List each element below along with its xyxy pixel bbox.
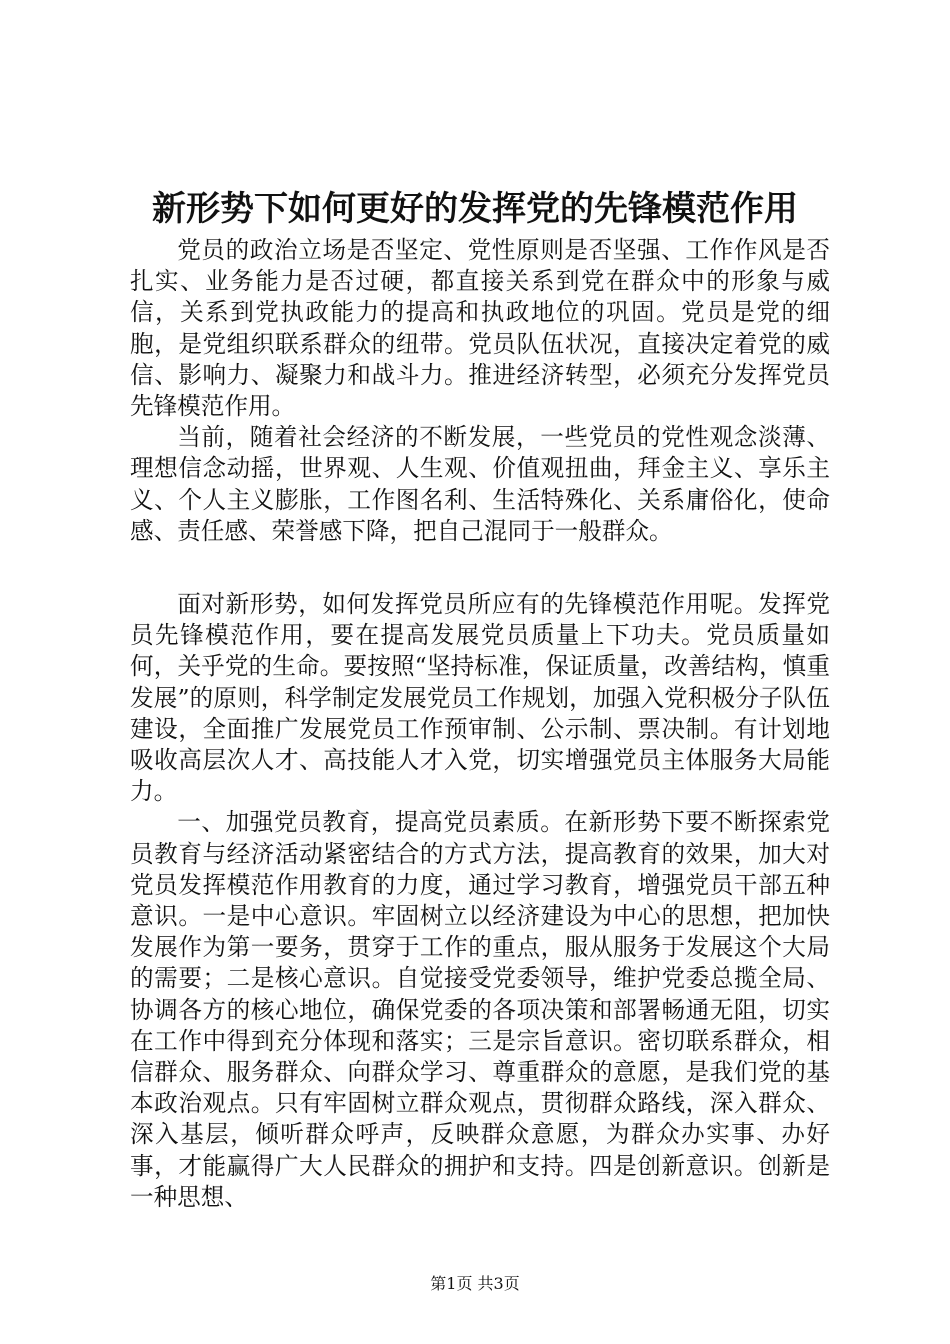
document-body — [130, 235, 830, 1213]
paragraph-current-situation: 当前，随着社会经济的不断发展，一些党员的党性观念淡薄、理想信念动摇，世界观、人生观、价值观扭曲，拜金主义、享乐主义、个人主义膨胀，工作图名利、生活特殊化、关系庸俗化，使命感、责任感、荣誉感下降，把自己混同于一般群众。 — [130, 423, 830, 545]
page-number-footer: 第1页 共3页 — [430, 1274, 520, 1293]
document-title: 新形势下如何更好的发挥党的先锋模范作用 — [152, 189, 798, 229]
paragraph-spacer — [130, 547, 830, 589]
paragraph-new-situation: 面对新形势，如何发挥党员所应有的先锋模范作用呢。发挥党员先锋模范作用，要在提高发展党员质量上下功夫。党员质量如何，关乎党的生命。要按照“坚持标准，保证质量，改善结构，慎重发展”的原则，科学制定发展党员工作规划，加强入党积极分子队伍建设，全面推广发展党员工作预审制、公示制、票决制。有计划地吸收高层次人才、高技能人才入党，切实增强党员主体服务大局能力。 — [130, 590, 830, 806]
paragraph-section-one: 一、加强党员教育，提高党员素质。在新形势下要不断探索党员教育与经济活动紧密结合的方式方法，提高教育的效果，加大对党员发挥模范作用教育的力度，通过学习教育，增强党员干部五种意识。一是中心意识。牢固树立以经济建设为中心的思想，把加快发展作为第一要务，贯穿于工作的重点，服从服务于发展这个大局的需要；二是核心意识。自觉接受党委领导，维护党委总揽全局、协调各方的核心地位，确保党委的各项决策和部署畅通无阻，切实在工作中得到充分体现和落实；三是宗旨意识。密切联系群众，相信群众、服务群众、向群众学习、尊重群众的意愿，是我们党的基本政治观点。只有牢固树立群众观点，贯彻群众路线，深入群众、深入基层，倾听群众呼声，反映群众意愿，为群众办实事、办好事，才能赢得广大人民群众的拥护和支持。四是创新意识。创新是一种思想、 — [130, 808, 830, 1211]
paragraph-intro: 党员的政治立场是否坚定、党性原则是否坚强、工作作风是否扎实、业务能力是否过硬，都直接关系到党在群众中的形象与威信，关系到党执政能力的提高和执政地位的巩固。党员是党的细胞，是党组织联系群众的纽带。党员队伍状况，直接决定着党的威信、影响力、凝聚力和战斗力。推进经济转型，必须充分发挥党员先锋模范作用。 — [130, 236, 830, 421]
